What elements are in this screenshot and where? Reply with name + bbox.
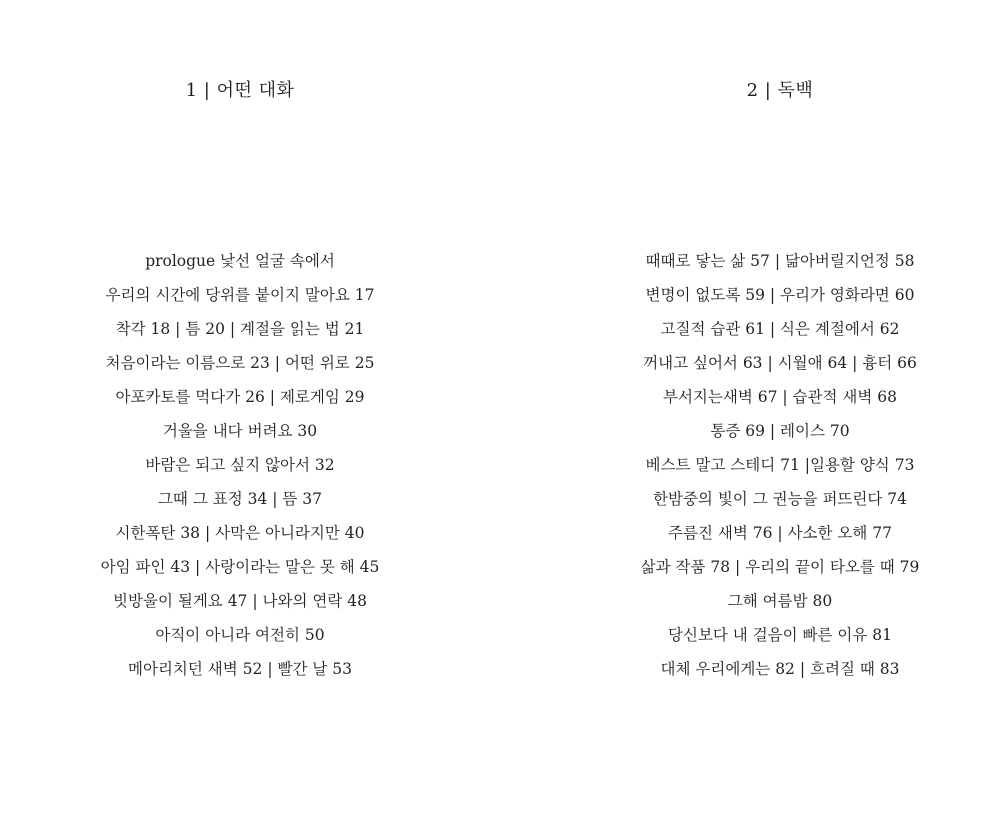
toc-entry[interactable]: 당신보다 내 걸음이 빠른 이유 81 xyxy=(667,626,893,644)
toc-entry[interactable]: 우리의 시간에 당위를 붙이지 말아요 17 xyxy=(105,286,375,304)
toc-entry[interactable]: 때때로 닿는 삶 57 | 닮아버릴지언정 58 xyxy=(645,252,915,270)
toc-entry[interactable]: 시한폭탄 38 | 사막은 아니라지만 40 xyxy=(115,524,365,542)
toc-entry[interactable]: 고질적 습관 61 | 식은 계절에서 62 xyxy=(660,320,900,338)
toc-entry[interactable]: 아직이 아니라 여전히 50 xyxy=(155,626,325,644)
toc-entry[interactable]: 아임 파인 43 | 사랑이라는 말은 못 해 45 xyxy=(100,558,380,576)
toc-entry[interactable]: 빗방울이 될게요 47 | 나와의 연락 48 xyxy=(113,592,367,610)
toc-entry[interactable]: 바람은 되고 싶지 않아서 32 xyxy=(145,456,335,474)
chapter-title: 2 | 독백 xyxy=(746,80,814,101)
toc-list xyxy=(0,244,480,686)
toc-entry[interactable]: 한밤중의 빛이 그 권능을 퍼뜨린다 74 xyxy=(653,490,907,508)
toc-entry[interactable]: prologue 낯선 얼굴 속에서 xyxy=(145,252,335,270)
toc-entry[interactable]: 베스트 말고 스테디 71 |일용할 양식 73 xyxy=(645,456,915,474)
toc-entry[interactable]: 삶과 작품 78 | 우리의 끝이 타오를 때 79 xyxy=(640,558,920,576)
toc-entry[interactable]: 아포카토를 먹다가 26 | 제로게임 29 xyxy=(115,388,365,406)
toc-entry[interactable]: 착각 18 | 틈 20 | 계절을 읽는 법 21 xyxy=(115,320,365,338)
right-page xyxy=(500,0,1000,818)
toc-entry[interactable]: 그때 그 표정 34 | 뜸 37 xyxy=(157,490,323,508)
chapter-title: 1 | 어떤 대화 xyxy=(185,80,295,101)
toc-list xyxy=(500,244,1000,686)
toc-entry[interactable]: 꺼내고 싶어서 63 | 시월애 64 | 흉터 66 xyxy=(643,354,917,372)
toc-entry[interactable]: 메아리치던 새벽 52 | 빨간 날 53 xyxy=(128,660,352,678)
toc-entry[interactable]: 통증 69 | 레이스 70 xyxy=(710,422,850,440)
toc-entry[interactable]: 부서지는새벽 67 | 습관적 새벽 68 xyxy=(662,388,897,406)
toc-entry[interactable]: 거울을 내다 버려요 30 xyxy=(162,422,318,440)
toc-entry[interactable]: 대체 우리에게는 82 | 흐려질 때 83 xyxy=(660,660,900,678)
toc-entry[interactable]: 주름진 새벽 76 | 사소한 오해 77 xyxy=(668,524,892,542)
toc-entry[interactable]: 변명이 없도록 59 | 우리가 영화라면 60 xyxy=(645,286,915,304)
toc-entry[interactable]: 처음이라는 이름으로 23 | 어떤 위로 25 xyxy=(105,354,375,372)
toc-entry[interactable]: 그해 여름밤 80 xyxy=(727,592,833,610)
